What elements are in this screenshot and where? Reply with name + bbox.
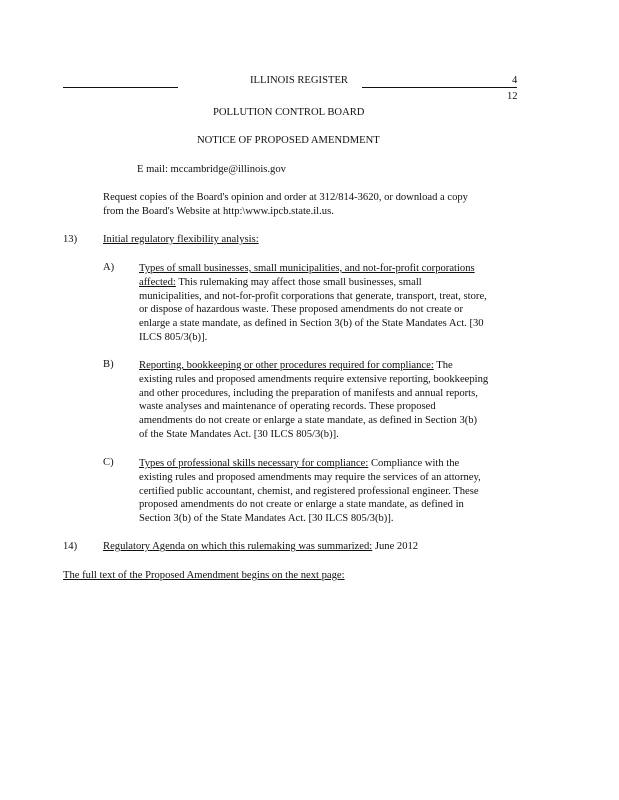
- section-14-text: [103, 541, 418, 552]
- section-14-heading: Regulatory Agenda on which this rulemaking was summarized:: [103, 541, 373, 552]
- item-a-line: enlarge a state mandate, as defined in Section 3(b) of the State Mandates Act. [30: [139, 318, 484, 330]
- item-b-line: of the State Mandates Act. [30 ILCS 805/3(b)].: [139, 428, 339, 440]
- item-b-line: waste analyses and maintenance of operating records. These proposed: [139, 401, 436, 413]
- item-c-label: C): [103, 457, 114, 468]
- item-a-heading-cont: affected:: [139, 276, 176, 288]
- full-text-note: The full text of the Proposed Amendment begins on the next page:: [63, 570, 345, 581]
- agency-title: POLLUTION CONTROL BOARD: [213, 107, 365, 118]
- item-a-line: ILCS 805/3(b)].: [139, 331, 208, 343]
- item-b-line: existing rules and proposed amendments require extensive reporting, bookkeeping: [139, 373, 489, 385]
- request-line: from the Board's Website at http:\www.ipcb.state.il.us.: [103, 206, 334, 217]
- item-c-heading: Types of professional skills necessary for compliance:: [139, 458, 369, 469]
- item-b-text: [139, 359, 488, 442]
- item-a-label: A): [103, 262, 115, 273]
- item-a-heading: Types of small businesses, small municipalities, and not-for-profit corporations: [139, 263, 475, 274]
- section-14-value: June 2012: [372, 541, 419, 552]
- item-a-text: [139, 262, 487, 345]
- item-a-first-rest: This rulemaking may affect those small businesses, small: [175, 276, 422, 288]
- email-line: E mail: mccambridge@illinois.gov: [137, 164, 286, 175]
- header-rule-left: [63, 87, 178, 88]
- header-rule-right: [362, 87, 517, 88]
- section-13-heading: Initial regulatory flexibility analysis:: [103, 234, 259, 245]
- item-a-line: or dispose of hazardous waste. These proposed amendments do not create or: [139, 304, 463, 316]
- issue-number: 12: [507, 91, 518, 102]
- register-title: ILLINOIS REGISTER: [250, 75, 348, 86]
- item-b-line: amendments do not create or enlarge a state mandate, as defined in Section 3(b): [139, 415, 478, 427]
- page-number: 4: [512, 75, 518, 86]
- request-line: Request copies of the Board's opinion and order at 312/814-3620, or download a copy: [103, 192, 468, 203]
- item-b-label: B): [103, 359, 114, 370]
- item-c-text: [139, 457, 481, 526]
- item-b-heading: Reporting, bookkeeping or other procedures required for compliance:: [139, 360, 434, 371]
- item-c-line: existing rules and proposed amendments may require the services of an attorney,: [139, 471, 481, 483]
- item-a-line: municipalities, and not-for-profit corporations that generate, transport, treat, store,: [139, 290, 487, 302]
- section-14-number: 14): [63, 541, 78, 552]
- item-b-line: and other procedures, including the preparation of manifests and annual reports,: [139, 387, 478, 399]
- request-paragraph: [103, 191, 468, 219]
- section-13-number: 13): [63, 234, 78, 245]
- item-c-line: proposed amendments do not create or enlarge a state mandate, as defined in: [139, 499, 464, 511]
- item-b-first-rest: The: [433, 360, 453, 371]
- item-c-line: Section 3(b) of the State Mandates Act. [30 ILCS 805/3(b)].: [139, 513, 394, 525]
- notice-title: NOTICE OF PROPOSED AMENDMENT: [197, 135, 380, 146]
- item-c-first-rest: Compliance with the: [368, 458, 460, 469]
- item-c-line: certified public accountant, chemist, and registered professional engineer. These: [139, 485, 479, 497]
